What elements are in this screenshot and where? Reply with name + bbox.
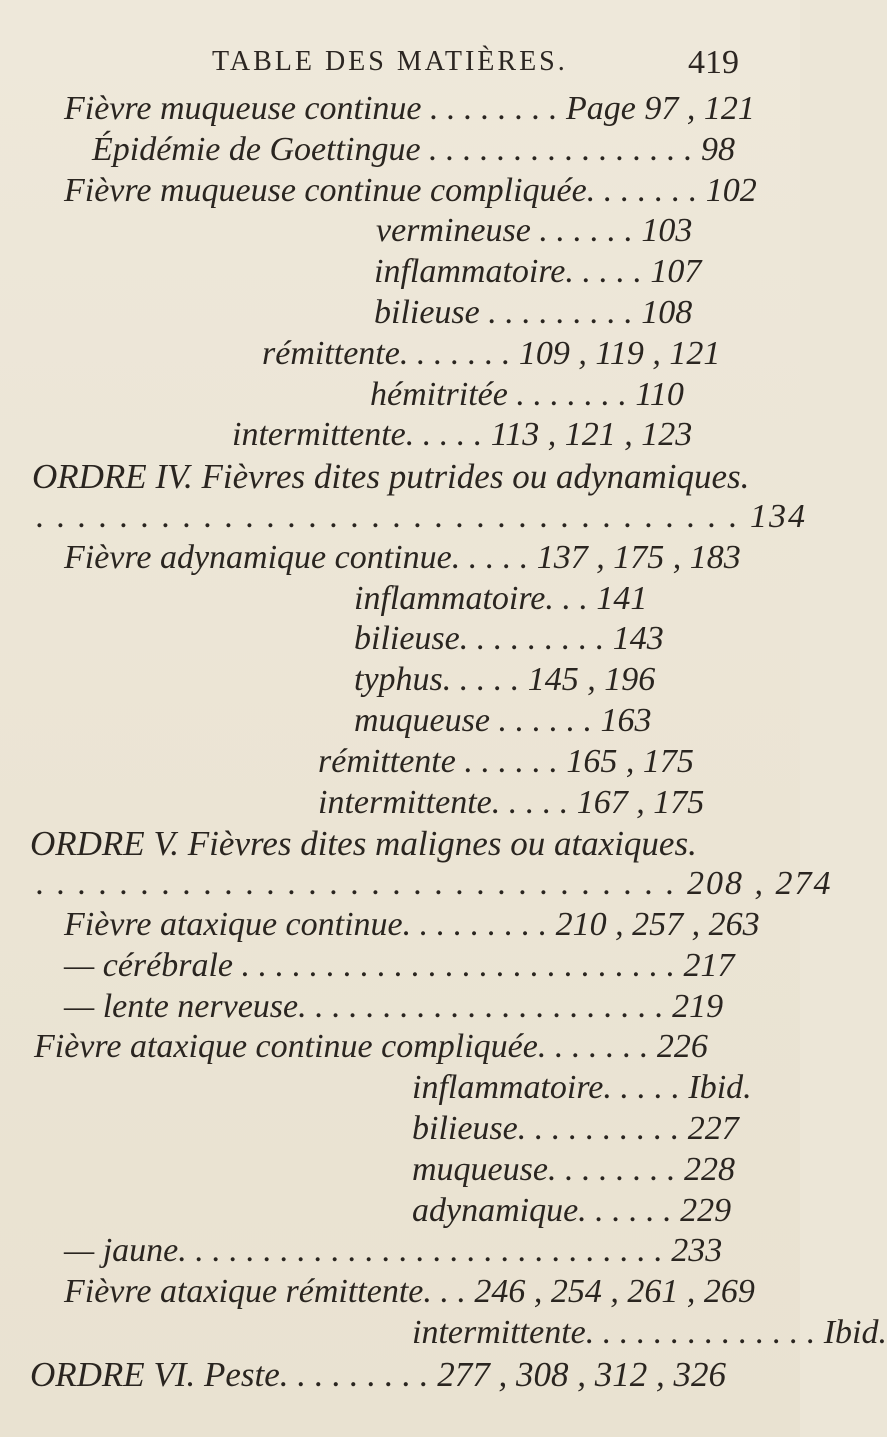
section-heading-ordre-iv: ORDRE IV. Fièvres dites putrides ou adynamiques. xyxy=(32,457,750,497)
toc-entry: intermittente. . . . . 167 , 175 xyxy=(318,783,705,821)
toc-entry: rémittente . . . . . . 165 , 175 xyxy=(318,742,694,780)
toc-entry: muqueuse . . . . . . 163 xyxy=(354,702,652,739)
toc-entry: typhus. . . . . 145 , 196 xyxy=(354,661,656,699)
toc-entry: Fièvre muqueuse continue compliquée. . . . . . . 102 xyxy=(64,171,757,209)
section-heading-ordre-v: ORDRE V. Fièvres dites malignes ou ataxiques. xyxy=(30,824,697,864)
toc-entry: — jaune. . . . . . . . . . . . . . . . . . . . . . . . . . . . . 233 xyxy=(64,1232,723,1270)
toc-entry: bilieuse. . . . . . . . . . 227 xyxy=(412,1110,739,1147)
toc-entry: inflammatoire. . . . . 107 xyxy=(374,253,702,291)
toc-entry: Fièvre muqueuse continue . . . . . . . . Page 97 , 121 xyxy=(64,90,755,127)
toc-entry: muqueuse. . . . . . . . 228 xyxy=(412,1150,735,1188)
toc-entry: — cérébrale . . . . . . . . . . . . . . . . . . . . . . . . . . 217 xyxy=(64,946,735,984)
toc-entry: inflammatoire. . . . . Ibid. xyxy=(412,1069,752,1107)
toc-entry: Fièvre adynamique continue. . . . . 137 , 175 , 183 xyxy=(64,538,741,576)
toc-entry: bilieuse. . . . . . . . . 143 xyxy=(354,620,664,658)
toc-entry: . . . . . . . . . . . . . . . . . . . . . . . . . . . . . . . 208 , 274 xyxy=(36,865,833,903)
section-heading-ordre-vi: ORDRE VI. Peste. . . . . . . . . 277 , 308 , 312 , 326 xyxy=(30,1354,727,1394)
running-header xyxy=(0,44,800,84)
toc-entry: Fièvre ataxique rémittente. . . 246 , 254 , 261 , 269 xyxy=(64,1273,755,1311)
header-title: TABLE DES MATIÈRES. xyxy=(212,46,568,77)
toc-entry: adynamique. . . . . . 229 xyxy=(412,1191,732,1229)
toc-entry: intermittente. . . . . 113 , 121 , 123 xyxy=(232,416,693,454)
toc-entry: bilieuse . . . . . . . . . 108 xyxy=(374,294,693,331)
toc-entry: inflammatoire. . . 141 xyxy=(354,579,648,617)
toc-entry: hémitritée . . . . . . . 110 xyxy=(370,375,684,413)
toc-entry: . . . . . . . . . . . . . . . . . . . . . . . . . . . . . . . . . . 134 xyxy=(36,498,807,535)
toc-entry: rémittente. . . . . . . 109 , 119 , 121 xyxy=(262,334,721,372)
page-number: 419 xyxy=(688,44,739,81)
toc-entry: Épidémie de Goettingue . . . . . . . . . . . . . . . . 98 xyxy=(92,130,736,168)
toc-entry: — lente nerveuse. . . . . . . . . . . . . . . . . . . . . . 219 xyxy=(64,987,724,1025)
toc-entry: Fièvre ataxique continue. . . . . . . . . 210 , 257 , 263 xyxy=(64,906,760,943)
toc-entry: Fièvre ataxique continue compliquée. . . . . . . 226 xyxy=(34,1028,708,1066)
toc-entry: intermittente. . . . . . . . . . . . . . Ibid. xyxy=(412,1314,887,1351)
toc-entry: vermineuse . . . . . . 103 xyxy=(376,212,693,250)
